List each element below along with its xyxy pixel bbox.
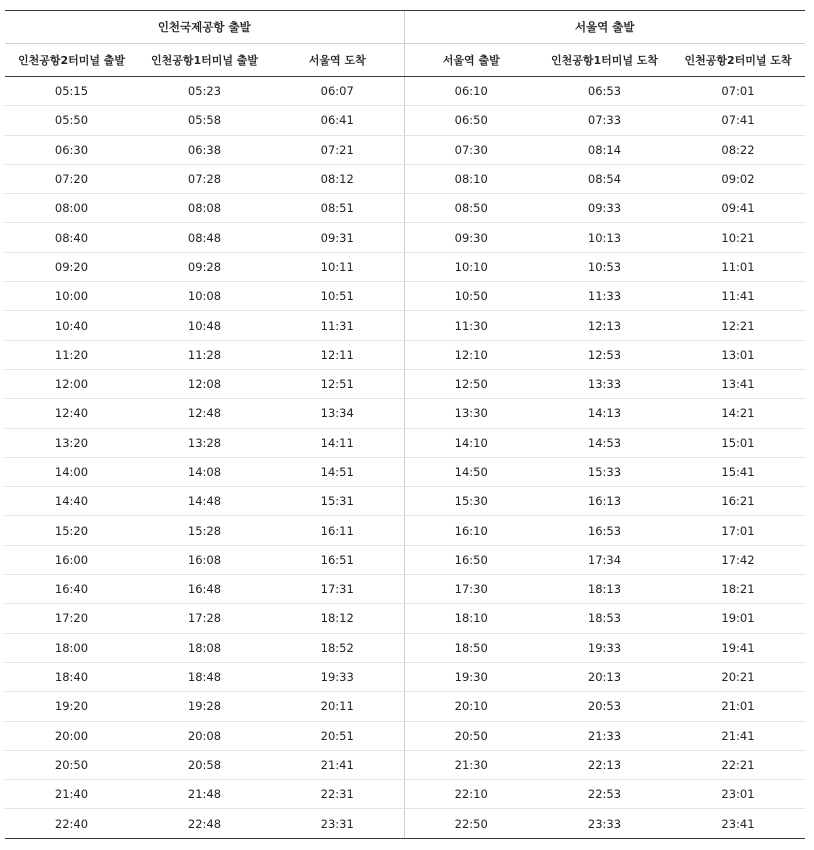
group-incheon-departure: 인천국제공항 출발	[5, 11, 404, 44]
col-t2-departure: 인천공항2터미널 출발	[5, 44, 138, 77]
table-row	[5, 369, 805, 398]
time-cell: 07:41	[671, 106, 805, 135]
time-cell: 19:20	[5, 692, 138, 721]
time-cell: 10:00	[5, 282, 138, 311]
time-cell: 23:41	[671, 809, 805, 838]
timetable-header	[5, 11, 805, 77]
time-cell: 12:21	[671, 311, 805, 340]
time-cell: 16:08	[138, 545, 271, 574]
table-row	[5, 604, 805, 633]
table-row	[5, 516, 805, 545]
col-t1-departure: 인천공항1터미널 출발	[138, 44, 271, 77]
time-cell: 18:50	[404, 633, 538, 662]
time-cell: 21:48	[138, 780, 271, 809]
time-cell: 20:53	[538, 692, 671, 721]
col-t2-arrival: 인천공항2터미널 도착	[671, 44, 805, 77]
time-cell: 20:50	[404, 721, 538, 750]
time-cell: 12:08	[138, 369, 271, 398]
table-row	[5, 106, 805, 135]
time-cell: 10:50	[404, 282, 538, 311]
time-cell: 20:11	[271, 692, 404, 721]
time-cell: 20:50	[5, 750, 138, 779]
time-cell: 07:28	[138, 164, 271, 193]
time-cell: 06:50	[404, 106, 538, 135]
time-cell: 11:33	[538, 282, 671, 311]
time-cell: 08:50	[404, 194, 538, 223]
time-cell: 17:31	[271, 575, 404, 604]
time-cell: 09:02	[671, 164, 805, 193]
time-cell: 22:10	[404, 780, 538, 809]
time-cell: 06:07	[271, 77, 404, 106]
table-row	[5, 721, 805, 750]
table-row	[5, 633, 805, 662]
time-cell: 17:20	[5, 604, 138, 633]
time-cell: 10:53	[538, 252, 671, 281]
time-cell: 12:48	[138, 399, 271, 428]
time-cell: 12:00	[5, 369, 138, 398]
time-cell: 12:40	[5, 399, 138, 428]
time-cell: 11:31	[271, 311, 404, 340]
time-cell: 23:31	[271, 809, 404, 838]
table-row	[5, 545, 805, 574]
time-cell: 09:31	[271, 223, 404, 252]
time-cell: 08:08	[138, 194, 271, 223]
time-cell: 16:51	[271, 545, 404, 574]
col-seoul-departure: 서울역 출발	[404, 44, 538, 77]
time-cell: 11:28	[138, 340, 271, 369]
time-cell: 10:08	[138, 282, 271, 311]
time-cell: 22:31	[271, 780, 404, 809]
time-cell: 13:41	[671, 369, 805, 398]
time-cell: 12:51	[271, 369, 404, 398]
time-cell: 22:53	[538, 780, 671, 809]
time-cell: 15:30	[404, 487, 538, 516]
table-row	[5, 340, 805, 369]
time-cell: 06:41	[271, 106, 404, 135]
time-cell: 13:20	[5, 428, 138, 457]
time-cell: 20:10	[404, 692, 538, 721]
time-cell: 10:40	[5, 311, 138, 340]
time-cell: 05:23	[138, 77, 271, 106]
time-cell: 14:10	[404, 428, 538, 457]
time-cell: 23:01	[671, 780, 805, 809]
table-row	[5, 194, 805, 223]
group-seoul-departure: 서울역 출발	[404, 11, 805, 44]
time-cell: 08:48	[138, 223, 271, 252]
time-cell: 08:40	[5, 223, 138, 252]
table-row	[5, 487, 805, 516]
time-cell: 17:30	[404, 575, 538, 604]
time-cell: 08:12	[271, 164, 404, 193]
time-cell: 20:13	[538, 662, 671, 691]
time-cell: 16:13	[538, 487, 671, 516]
time-cell: 10:51	[271, 282, 404, 311]
time-cell: 08:14	[538, 135, 671, 164]
table-row	[5, 399, 805, 428]
time-cell: 14:11	[271, 428, 404, 457]
time-cell: 16:48	[138, 575, 271, 604]
time-cell: 13:28	[138, 428, 271, 457]
time-cell: 07:20	[5, 164, 138, 193]
time-cell: 06:38	[138, 135, 271, 164]
time-cell: 20:51	[271, 721, 404, 750]
table-row	[5, 780, 805, 809]
time-cell: 09:20	[5, 252, 138, 281]
time-cell: 13:01	[671, 340, 805, 369]
time-cell: 08:00	[5, 194, 138, 223]
col-seoul-arrival: 서울역 도착	[271, 44, 404, 77]
time-cell: 11:30	[404, 311, 538, 340]
time-cell: 19:33	[271, 662, 404, 691]
time-cell: 19:41	[671, 633, 805, 662]
time-cell: 10:48	[138, 311, 271, 340]
table-row	[5, 428, 805, 457]
time-cell: 22:13	[538, 750, 671, 779]
time-cell: 22:48	[138, 809, 271, 838]
table-row	[5, 311, 805, 340]
time-cell: 14:13	[538, 399, 671, 428]
time-cell: 12:11	[271, 340, 404, 369]
time-cell: 21:33	[538, 721, 671, 750]
table-row	[5, 692, 805, 721]
time-cell: 20:21	[671, 662, 805, 691]
time-cell: 14:51	[271, 457, 404, 486]
time-cell: 06:30	[5, 135, 138, 164]
time-cell: 23:33	[538, 809, 671, 838]
time-cell: 07:30	[404, 135, 538, 164]
time-cell: 17:34	[538, 545, 671, 574]
time-cell: 09:41	[671, 194, 805, 223]
time-cell: 18:52	[271, 633, 404, 662]
time-cell: 10:11	[271, 252, 404, 281]
time-cell: 18:53	[538, 604, 671, 633]
table-row	[5, 282, 805, 311]
table-row	[5, 77, 805, 106]
time-cell: 07:01	[671, 77, 805, 106]
time-cell: 14:40	[5, 487, 138, 516]
time-cell: 18:13	[538, 575, 671, 604]
time-cell: 16:40	[5, 575, 138, 604]
timetable-body	[5, 77, 805, 839]
time-cell: 14:48	[138, 487, 271, 516]
time-cell: 13:33	[538, 369, 671, 398]
time-cell: 17:01	[671, 516, 805, 545]
header-column-row	[5, 44, 805, 77]
time-cell: 18:21	[671, 575, 805, 604]
time-cell: 16:53	[538, 516, 671, 545]
table-row	[5, 223, 805, 252]
time-cell: 21:30	[404, 750, 538, 779]
time-cell: 13:30	[404, 399, 538, 428]
time-cell: 09:33	[538, 194, 671, 223]
time-cell: 19:28	[138, 692, 271, 721]
table-row	[5, 662, 805, 691]
time-cell: 21:01	[671, 692, 805, 721]
time-cell: 12:53	[538, 340, 671, 369]
time-cell: 10:21	[671, 223, 805, 252]
time-cell: 15:41	[671, 457, 805, 486]
time-cell: 22:40	[5, 809, 138, 838]
time-cell: 16:00	[5, 545, 138, 574]
time-cell: 18:48	[138, 662, 271, 691]
time-cell: 20:58	[138, 750, 271, 779]
time-cell: 11:01	[671, 252, 805, 281]
time-cell: 18:08	[138, 633, 271, 662]
time-cell: 08:10	[404, 164, 538, 193]
table-row	[5, 252, 805, 281]
time-cell: 17:28	[138, 604, 271, 633]
time-cell: 06:10	[404, 77, 538, 106]
table-row	[5, 135, 805, 164]
time-cell: 10:13	[538, 223, 671, 252]
time-cell: 16:11	[271, 516, 404, 545]
time-cell: 15:33	[538, 457, 671, 486]
time-cell: 16:50	[404, 545, 538, 574]
time-cell: 14:53	[538, 428, 671, 457]
time-cell: 18:12	[271, 604, 404, 633]
time-cell: 05:58	[138, 106, 271, 135]
time-cell: 07:33	[538, 106, 671, 135]
time-cell: 20:00	[5, 721, 138, 750]
time-cell: 22:21	[671, 750, 805, 779]
time-cell: 07:21	[271, 135, 404, 164]
time-cell: 11:41	[671, 282, 805, 311]
time-cell: 16:10	[404, 516, 538, 545]
time-cell: 15:31	[271, 487, 404, 516]
time-cell: 22:50	[404, 809, 538, 838]
table-row	[5, 809, 805, 838]
time-cell: 13:34	[271, 399, 404, 428]
time-cell: 10:10	[404, 252, 538, 281]
time-cell: 14:08	[138, 457, 271, 486]
header-group-row	[5, 11, 805, 44]
time-cell: 18:00	[5, 633, 138, 662]
time-cell: 05:15	[5, 77, 138, 106]
time-cell: 12:10	[404, 340, 538, 369]
time-cell: 08:51	[271, 194, 404, 223]
time-cell: 09:30	[404, 223, 538, 252]
time-cell: 21:41	[271, 750, 404, 779]
time-cell: 15:28	[138, 516, 271, 545]
time-cell: 21:41	[671, 721, 805, 750]
time-cell: 19:01	[671, 604, 805, 633]
table-row	[5, 750, 805, 779]
time-cell: 14:00	[5, 457, 138, 486]
time-cell: 21:40	[5, 780, 138, 809]
timetable	[5, 10, 805, 839]
table-row	[5, 575, 805, 604]
time-cell: 08:54	[538, 164, 671, 193]
time-cell: 19:33	[538, 633, 671, 662]
time-cell: 06:53	[538, 77, 671, 106]
time-cell: 16:21	[671, 487, 805, 516]
time-cell: 14:50	[404, 457, 538, 486]
time-cell: 15:01	[671, 428, 805, 457]
time-cell: 12:50	[404, 369, 538, 398]
time-cell: 15:20	[5, 516, 138, 545]
time-cell: 11:20	[5, 340, 138, 369]
table-row	[5, 164, 805, 193]
time-cell: 18:10	[404, 604, 538, 633]
time-cell: 08:22	[671, 135, 805, 164]
table-row	[5, 457, 805, 486]
col-t1-arrival: 인천공항1터미널 도착	[538, 44, 671, 77]
time-cell: 12:13	[538, 311, 671, 340]
time-cell: 14:21	[671, 399, 805, 428]
time-cell: 18:40	[5, 662, 138, 691]
time-cell: 19:30	[404, 662, 538, 691]
time-cell: 09:28	[138, 252, 271, 281]
time-cell: 20:08	[138, 721, 271, 750]
time-cell: 17:42	[671, 545, 805, 574]
time-cell: 05:50	[5, 106, 138, 135]
